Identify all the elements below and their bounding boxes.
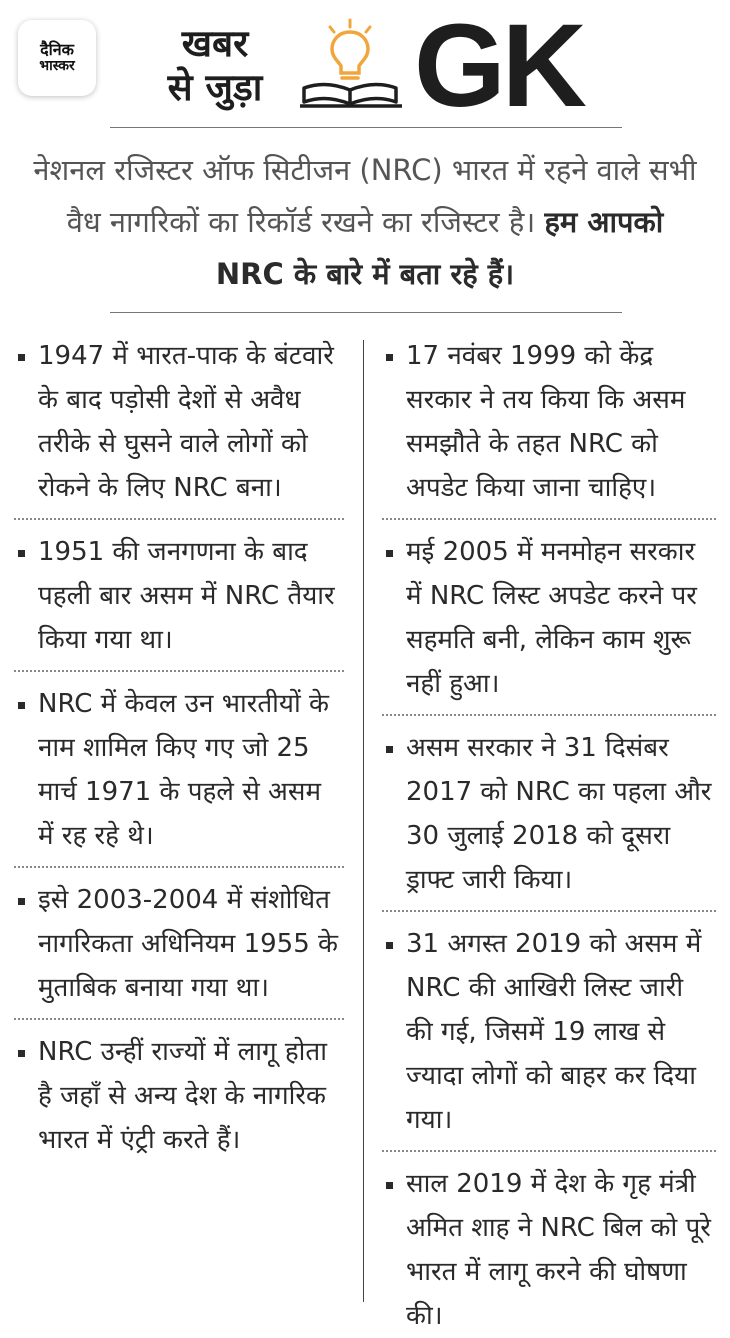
fact-text: मई 2005 में मनमोहन सरकार में NRC लिस्ट अपडेट करने पर सहमति बनी, लेकिन काम शुरू नहीं हुआ।	[406, 537, 697, 699]
bullet-square-icon	[386, 1182, 393, 1189]
bullet-square-icon	[18, 702, 25, 709]
bullet-square-icon	[18, 898, 25, 905]
fact-item	[14, 530, 344, 662]
bullet-square-icon	[386, 354, 393, 361]
fact-text: 1947 में भारत-पाक के बंटवारे के बाद पड़ोसी देशों से अवैध तरीके से घुसने वाले लोगों को रोकने के लिए NRC बना।	[38, 341, 334, 503]
bulb-book-icon	[296, 18, 406, 108]
dotted-separator	[14, 670, 344, 672]
fact-text: 1951 की जनगणना के बाद पहली बार असम में NRC तैयार किया गया था।	[38, 537, 335, 655]
dainik-bhaskar-logo	[18, 20, 96, 96]
dotted-separator	[14, 866, 344, 868]
fact-item	[382, 726, 716, 902]
left-column	[14, 334, 344, 1162]
header-title-line-2: से जुड़ा	[167, 66, 263, 109]
dotted-separator	[382, 714, 716, 716]
fact-item	[382, 334, 716, 510]
fact-item	[382, 922, 716, 1142]
fact-text: NRC में केवल उन भारतीयों के नाम शामिल किए गए जो 25 मार्च 1971 के पहले से असम में रह रहे थे।	[38, 689, 329, 851]
bullet-square-icon	[386, 550, 393, 557]
column-divider	[363, 340, 364, 1302]
intro-bold-text: हम आपको NRC के बारे में बता रहे हैं।	[215, 205, 664, 291]
header-divider	[110, 127, 622, 128]
fact-text: इसे 2003-2004 में संशोधित नागरिकता अधिनियम 1955 के मुताबिक बनाया गया था।	[38, 885, 339, 1003]
fact-item	[382, 530, 716, 706]
intro-text: नेशनल रजिस्टर ऑफ सिटीजन (NRC) भारत में रहने वाले सभी वैध नागरिकों का रिकॉर्ड रखने का रजिस्टर है।	[33, 153, 697, 239]
header-gk: GK	[414, 0, 583, 132]
fact-text: 17 नवंबर 1999 को केंद्र सरकार ने तय किया कि असम समझौते के तहत NRC को अपडेट किया जाना चाहिए।	[406, 341, 686, 503]
dotted-separator	[14, 1018, 344, 1020]
fact-text: साल 2019 में देश के गृह मंत्री अमित शाह ने NRC बिल को पूरे भारत में लागू करने की घोषणा की।	[406, 1169, 711, 1331]
fact-text: 31 अगस्त 2019 को असम में NRC की आखिरी लिस्ट जारी की गई, जिसमें 19 लाख से ज्यादा लोगों को बाहर कर दिया गया।	[406, 929, 702, 1135]
bullet-square-icon	[386, 942, 393, 949]
intro-divider	[110, 312, 622, 313]
dotted-separator	[382, 910, 716, 912]
fact-item	[14, 334, 344, 510]
bullet-square-icon	[18, 1050, 25, 1057]
header-title	[152, 22, 278, 110]
fact-item	[14, 878, 344, 1010]
logo-line-2: भास्कर	[39, 58, 75, 75]
fact-item	[14, 682, 344, 858]
bullet-square-icon	[18, 550, 25, 557]
dotted-separator	[14, 518, 344, 520]
fact-item	[382, 1162, 716, 1338]
logo-line-1: दैनिक	[40, 40, 74, 60]
fact-item	[14, 1030, 344, 1162]
intro-paragraph	[30, 144, 700, 300]
dotted-separator	[382, 1150, 716, 1152]
fact-text: असम सरकार ने 31 दिसंबर 2017 को NRC का पहला और 30 जुलाई 2018 को दूसरा ड्राफ्ट जारी किया।	[406, 733, 712, 895]
fact-text: NRC उन्हीं राज्यों में लागू होता है जहाँ से अन्य देश के नागरिक भारत में एंट्री करते हैं।	[38, 1037, 327, 1155]
bullet-square-icon	[386, 746, 393, 753]
bullet-square-icon	[18, 354, 25, 361]
right-column	[382, 334, 716, 1338]
dotted-separator	[382, 518, 716, 520]
header-title-line-1: खबर	[181, 22, 249, 65]
